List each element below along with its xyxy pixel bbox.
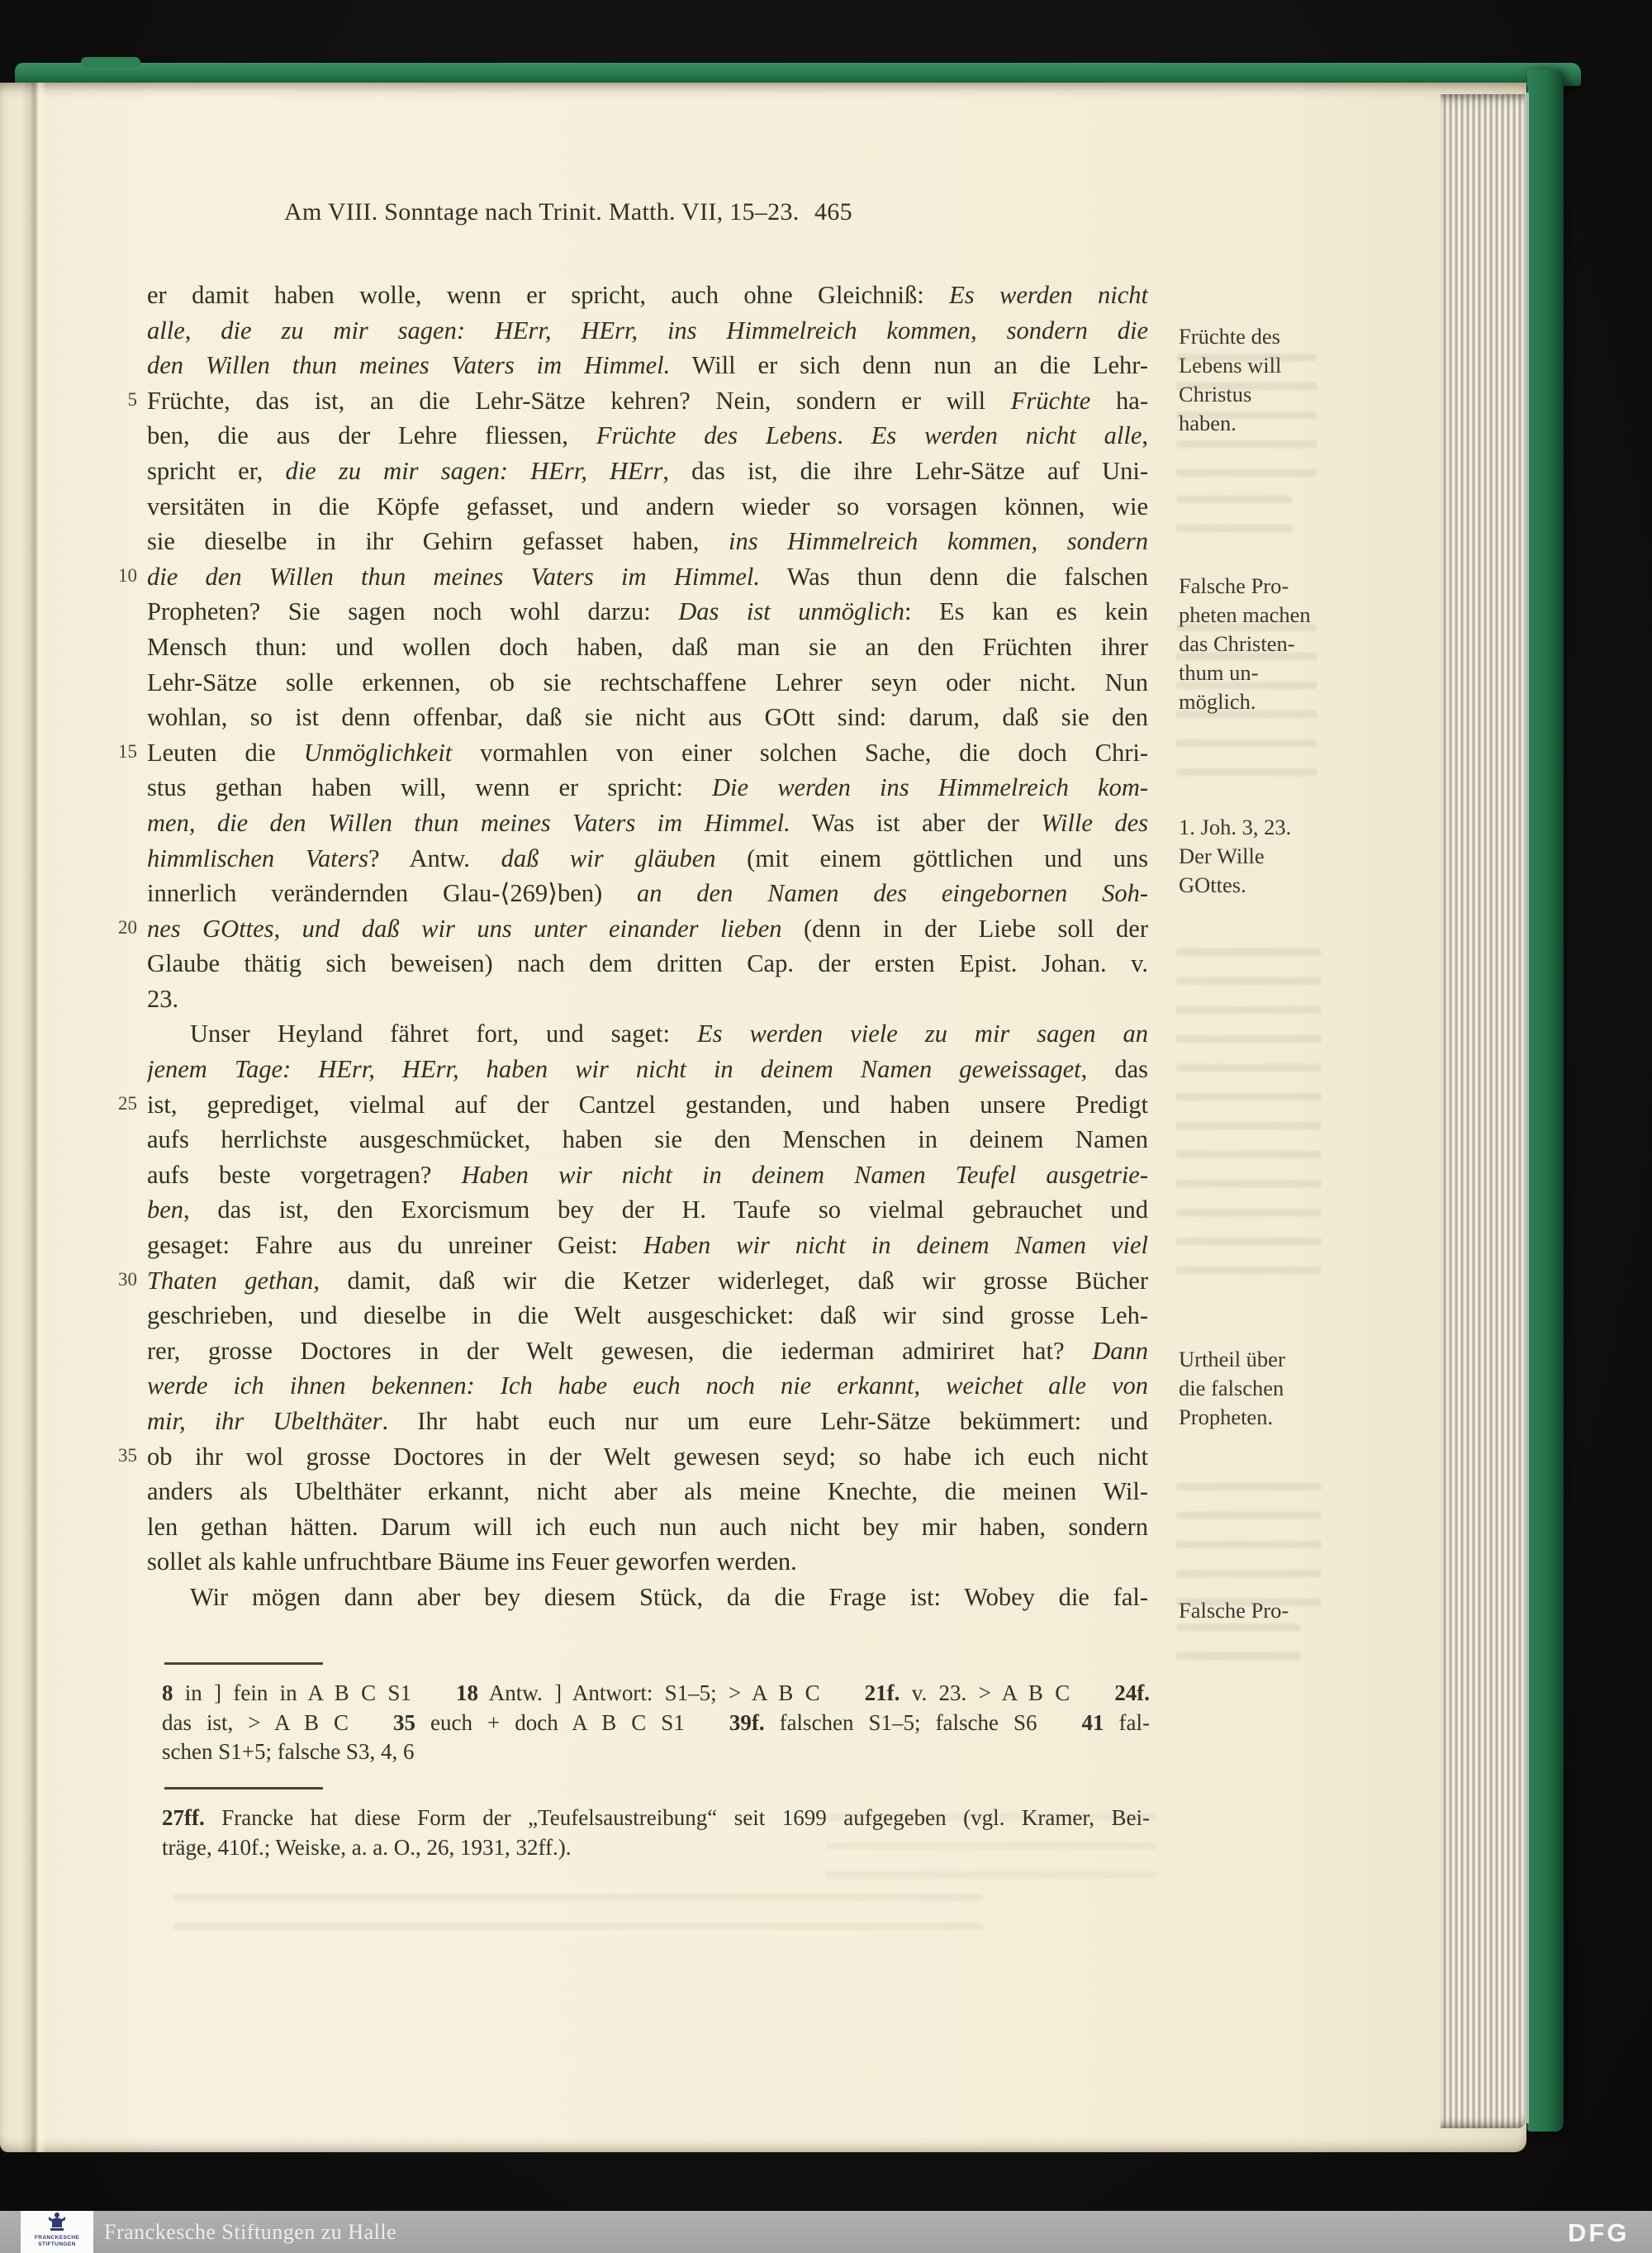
margin-note-line: Der Wille [1179,844,1265,868]
library-logo [21,2211,93,2253]
margin-note [1179,1345,1337,1432]
body-line: Lehr-Sätze solle erkennen, ob sie rechtschaffene Lehrer seyn oder nicht. Nun [147,668,1148,696]
body-line: mir, ihr Ubelthäter. Ihr habt euch nur um eure Lehr-Sätze bekümmert: und [147,1407,1148,1435]
line-number: 25 [118,1092,137,1114]
body-line: werde ich ihnen bekennen: Ich habe euch noch nie erkannt, weichet alle von [147,1371,1148,1400]
margin-note-line: die falschen [1179,1376,1284,1400]
margin-note-line: thum un- [1179,660,1259,685]
body-line: anders als Ubelthäter erkannt, nicht aber als meine Knechte, die meinen Wil- [147,1477,1148,1506]
body-line: ist, geprediget, vielmal auf der Cantzel gestanden, und haben unsere Predigt [147,1090,1148,1119]
body-text [147,278,1148,1615]
body-line: alle, die zu mir sagen: HErr, HErr, ins Himmelreich kommen, sondern die [147,316,1148,345]
body-line: ob ihr wol grosse Doctores in der Welt gewesen seyd; so habe ich euch nicht [147,1442,1148,1471]
body-line: die den Willen thun meines Vaters im Himmel. Was thun denn die falschen [147,562,1148,591]
body-line: Leuten die Unmöglichkeit vormahlen von einer solchen Sache, die doch Chri- [147,738,1148,767]
body-line: aufs herrlichste ausgeschmücket, haben sie den Menschen in deinem Namen [147,1125,1148,1154]
cover-inner-edge [1525,93,1529,2123]
footnote-rule [164,1787,323,1790]
margin-note-line: GOttes. [1179,872,1246,897]
body-line: er damit haben wolle, wenn er spricht, auch ohne Gleichniß: Es werden nicht [147,281,1148,309]
margin-note [1179,572,1337,716]
body-line: stus gethan haben will, wenn er spricht: Die werden ins Himmelreich kom- [147,773,1148,802]
body-line: gesaget: Fahre aus du unreiner Geist: Haben wir nicht in deinem Namen viel [147,1231,1148,1260]
line-number: 30 [118,1268,137,1290]
margin-note-line: pheten machen [1179,602,1311,627]
line-number: 15 [118,740,137,762]
body-line: men, die den Willen thun meines Vaters im Himmel. Was ist aber der Wille des [147,808,1148,837]
margin-note [1179,322,1337,438]
library-name: Franckesche Stiftungen zu Halle [104,2220,397,2244]
body-line: wohlan, so ist denn offenbar, daß sie nicht aus GOtt sind: darum, daß sie den [147,703,1148,732]
body-line: Früchte, das ist, an die Lehr-Sätze kehren? Nein, sondern er will Früchte ha- [147,386,1148,415]
page-gutter-crease [21,83,46,2152]
line-number: 5 [127,388,137,410]
body-line: innerlich verändernden Glau-⟨269⟩ben) an den Namen des eingebornen Soh- [147,879,1148,908]
book-cover-right-edge [1527,69,1564,2132]
body-line: geschrieben, und dieselbe in die Welt ausgeschicket: daß wir sind grosse Leh- [147,1301,1148,1330]
body-line: Unser Heyland fähret fort, und saget: Es werden viele zu mir sagen an [190,1020,1148,1048]
margin-note-line: Lebens will [1179,353,1282,378]
margin-note-line: Falsche Pro- [1179,573,1289,598]
body-line: jenem Tage: HErr, HErr, haben wir nicht in deinem Namen geweissaget, das [147,1055,1148,1084]
margin-note-line: Falsche Pro- [1179,1598,1289,1623]
body-line: spricht er, die zu mir sagen: HErr, HErr, das ist, die ihre Lehr-Sätze auf Uni- [147,456,1148,485]
body-line: Mensch thun: und wollen doch haben, daß man sie an den Früchten ihrer [147,632,1148,661]
margin-note-line: das Christen- [1179,631,1295,656]
body-line: Thaten gethan, damit, daß wir die Ketzer widerleget, daß wir grosse Bücher [147,1266,1148,1295]
body-line: nes GOttes, und daß wir uns unter einander lieben (denn in der Liebe soll der [147,914,1148,943]
franckesche-logo-icon [49,2213,65,2235]
body-line: Propheten? Sie sagen noch wohl darzu: Das ist unmöglich: Es kan es kein [147,597,1148,626]
line-number: 10 [118,564,137,586]
line-number: 35 [118,1444,137,1466]
footnote-line: 8 in ] fein in A B C S1 18 Antw. ] Antwort: S1–5; > A B C 21f. v. 23. > A B C 24f. [162,1680,1150,1705]
footnote-line: schen S1+5; falsche S3, 4, 6 [162,1739,415,1764]
margin-note-line: Propheten. [1179,1405,1274,1429]
body-line: rer, grosse Doctores in der Welt gewesen, die iederman admiriret hat? Dann [147,1336,1148,1365]
body-line: Wir mögen dann aber bey diesem Stück, da die Frage ist: Wobey die fal- [190,1582,1148,1611]
body-line: himmlischen Vaters? Antw. daß wir gläuben (mit einem göttlichen und uns [147,844,1148,872]
library-logo-caption-line1: FRANCKESCHE [34,2235,80,2241]
body-line: aufs beste vorgetragen? Haben wir nicht in deinem Namen Teufel ausgetrie- [147,1160,1148,1189]
body-line: versitäten in die Köpfe gefasset, und andern wieder so vorsagen können, wie [147,492,1148,520]
margin-note-line: haben. [1179,411,1237,435]
footnote-line: 27ff. Francke hat diese Form der „Teufelsaustreibung“ seit 1699 aufgegeben (vgl. Kramer, Bei- [162,1805,1150,1830]
margin-note-line: Früchte des [1179,324,1280,349]
margin-note [1179,1596,1337,1625]
dfg-logo: DFG [1568,2218,1630,2247]
footnote-rule [164,1662,323,1665]
page-stack-fore-edge [1441,94,1525,2128]
body-line: sollet als kahle unfruchtbare Bäume ins Feuer geworfen werden. [147,1547,797,1576]
body-line: sie dieselbe in ihr Gehirn gefasset haben, ins Himmelreich kommen, sondern [147,527,1148,556]
body-line: Glaube thätig sich beweisen) nach dem dritten Cap. der ersten Epist. Johan. v. [147,949,1148,978]
apparatus-footnote [162,1679,1150,1767]
running-header: Am VIII. Sonntage nach Trinit. Matth. VII, 15–23. [284,198,800,226]
margin-note-line: 1. Joh. 3, 23. [1179,815,1292,839]
footnote-line: träge, 410f.; Weiske, a. a. O., 26, 1931, 32ff.). [162,1834,572,1860]
margin-note-line: Christus [1179,382,1252,406]
line-number: 20 [118,916,137,938]
body-line: 23. [147,984,179,1013]
body-line: ben, das ist, den Exorcismum bey der H. Taufe so vielmal gebrauchet und [147,1195,1148,1224]
commentary-footnote [162,1804,1150,1862]
margin-note [1179,813,1337,900]
footnote-line: das ist, > A B C 35 euch + doch A B C S1 39f. falschen S1–5; falsche S6 41 fal- [162,1709,1150,1735]
page-number: 465 [814,198,852,226]
library-logo-caption-line2: STIFTUNGEN [38,2241,76,2247]
body-line: len gethan hätten. Darum will ich euch nun auch nicht bey mir haben, sondern [147,1512,1148,1541]
body-line: ben, die aus der Lehre fliessen, Früchte des Lebens. Es werden nicht alle, [147,421,1148,450]
margin-note-line: möglich. [1179,689,1256,714]
body-line: den Willen thun meines Vaters im Himmel. Will er sich denn nun an die Lehr- [147,351,1148,380]
margin-note-line: Urtheil über [1179,1347,1285,1371]
